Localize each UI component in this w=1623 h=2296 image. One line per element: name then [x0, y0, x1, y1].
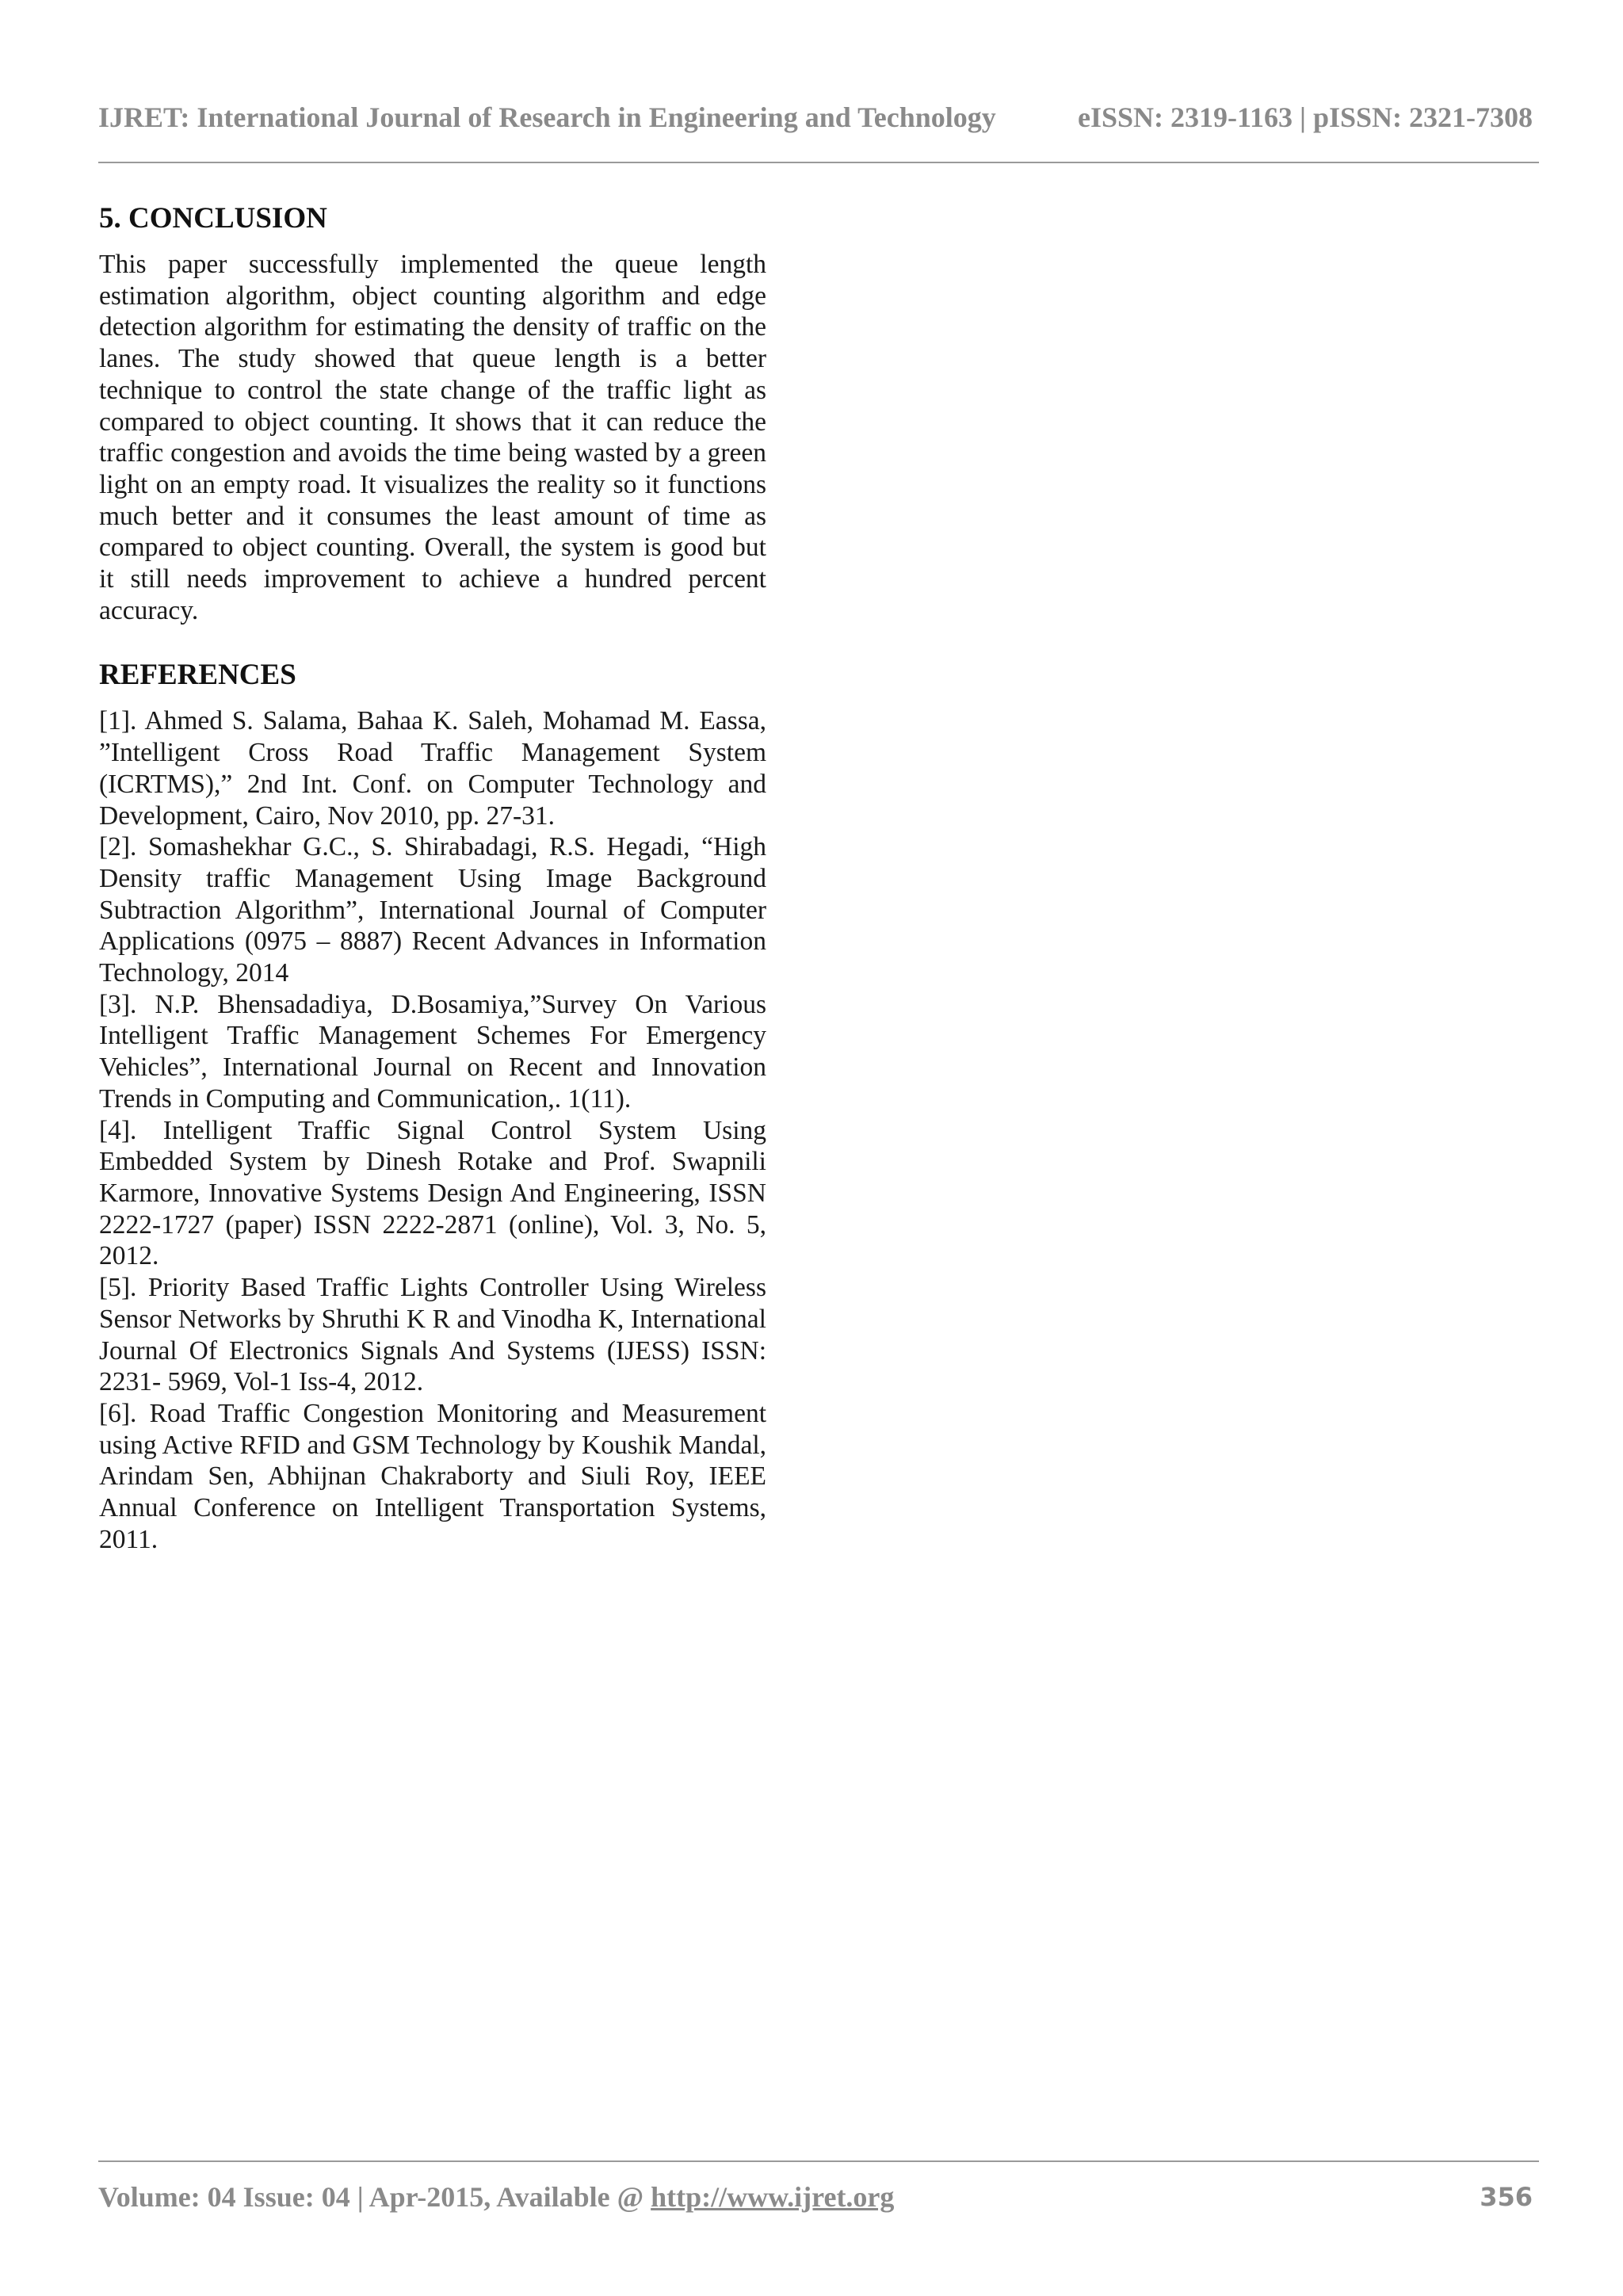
footer-divider	[98, 2160, 1539, 2162]
reference-item: [1]. Ahmed S. Salama, Bahaa K. Saleh, Mohamad M. Eassa, ”Intelligent Cross Road Traffic Management System (ICRTMS),” 2nd Int. Conf. on Computer Technology and Development, Cairo, Nov 2010, pp. 27-31.	[99, 706, 766, 831]
journal-title: IJRET: International Journal of Research in Engineering and Technology	[98, 101, 996, 133]
footer-info	[98, 2180, 894, 2214]
reference-item: [5]. Priority Based Traffic Lights Controller Using Wireless Sensor Networks by Shruthi K R and Vinodha K, International Journal Of Electronics Signals And Systems (IJESS) ISSN: 2231- 5969, Vol-1 Iss-4, 2012.	[99, 1273, 766, 1397]
references-list	[99, 705, 766, 1555]
reference-item: [3]. N.P. Bhensadadiya, D.Bosamiya,”Survey On Various Intelligent Traffic Management Schemes For Emergency Vehicles”, International Journal on Recent and Innovation Trends in Computing and Communication,. 1(11).	[99, 989, 766, 1114]
page-header	[98, 98, 1533, 136]
volume-issue-text: Volume: 04 Issue: 04 | Apr-2015, Available @	[98, 2181, 651, 2213]
conclusion-paragraph: This paper successfully implemented the queue length estimation algorithm, object counting algorithm and edge detection algorithm for estimating the density of traffic on the lanes. The study showed that queue length is a better technique to control the state change of the traffic light as compared to object counting. It shows that it can reduce the traffic congestion and avoids the time being wasted by a green light on an empty road. It visualizes the reality so it functions much better and it consumes the least amount of time as compared to object counting. Overall, the system is good but it still needs improvement to achieve a hundred percent accuracy.	[99, 250, 766, 625]
reference-item: [2]. Somashekhar G.C., S. Shirabadagi, R.S. Hegadi, “High Density traffic Management Using Image Background Subtraction Algorithm”, International Journal of Computer Applications (0975 – 8887) Recent Advances in Information Technology, 2014	[99, 832, 766, 988]
page-footer	[98, 2178, 1533, 2216]
issn-info: eISSN: 2319-1163 | pISSN: 2321-7308	[1078, 101, 1533, 133]
header-divider	[98, 162, 1539, 163]
page-number: 356	[1480, 2182, 1533, 2212]
reference-item: [4]. Intelligent Traffic Signal Control System Using Embedded System by Dinesh Rotake and Prof. Swapnili Karmore, Innovative Systems Design And Engineering, ISSN 2222-1727 (paper) ISSN 2222-2871 (online), Vol. 3, No. 5, 2012.	[99, 1115, 766, 1271]
reference-item: [6]. Road Traffic Congestion Monitoring and Measurement using Active RFID and GSM Technology by Koushik Mandal, Arindam Sen, Abhijnan Chakraborty and Siuli Roy, IEEE Annual Conference on Intelligent Transportation Systems, 2011.	[99, 1398, 766, 1554]
references-heading: REFERENCES	[99, 659, 296, 692]
main-column	[99, 198, 766, 1555]
conclusion-heading: 5. CONCLUSION	[99, 202, 327, 235]
journal-website-link[interactable]: http://www.ijret.org	[651, 2181, 895, 2213]
